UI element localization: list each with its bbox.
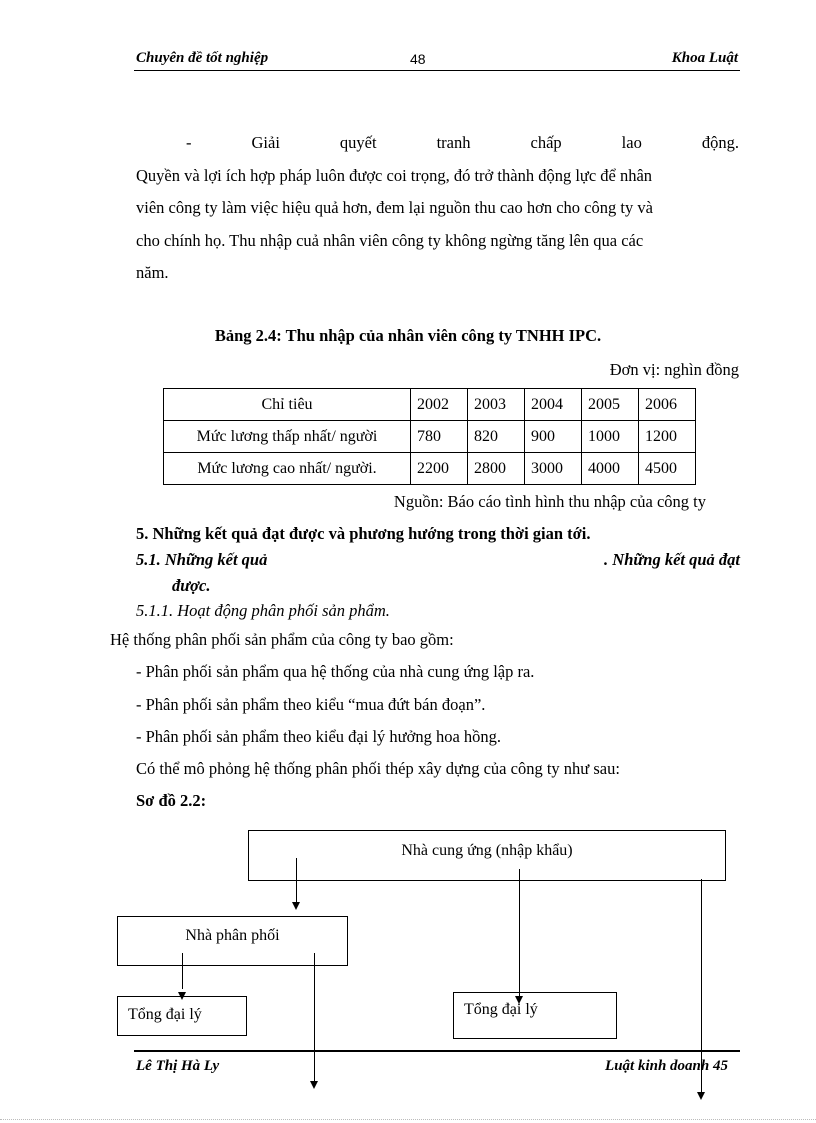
intro-line: Quyền và lợi ích hợp pháp luôn được coi trọng, đó trở thành động lực để nhân bbox=[136, 165, 653, 185]
table-header-cell: 2002 bbox=[411, 389, 468, 421]
page-bottom-dotted-line bbox=[0, 1119, 816, 1120]
intro-line: cho chính họ. Thu nhập cuả nhân viên công ty không ngừng tăng lên qua các bbox=[136, 230, 644, 250]
table-cell: Mức lương thấp nhất/ người bbox=[164, 421, 411, 453]
connector-supplier-agent-right bbox=[519, 869, 520, 1001]
intro-word: tranh bbox=[436, 133, 471, 152]
arrow-down-icon bbox=[515, 996, 523, 1004]
arrow-down-icon bbox=[697, 1092, 705, 1100]
table-row bbox=[164, 453, 696, 485]
subsection-heading: 5.1. Những kết quả bbox=[136, 550, 268, 569]
arrow-down-icon bbox=[310, 1081, 318, 1089]
intro-line: năm. bbox=[136, 263, 169, 282]
intro-word: Giải bbox=[251, 133, 280, 152]
footer-author: Lê Thị Hà Ly bbox=[136, 1058, 220, 1074]
table-caption: Bảng 2.4: Thu nhập của nhân viên công ty TNHH IPC. bbox=[214, 326, 602, 345]
subsection-heading-cont: được. bbox=[172, 576, 211, 595]
box-supplier: Nhà cung ứng (nhập khẩu) bbox=[248, 830, 726, 881]
table-header-row bbox=[164, 389, 696, 421]
table-cell: Mức lương cao nhất/ người. bbox=[164, 453, 411, 485]
table-cell: 2800 bbox=[468, 453, 525, 485]
intro-word: lao bbox=[621, 133, 642, 152]
section-heading: 5. Những kết quả đạt được và phương hướng trong thời gian tới. bbox=[136, 524, 591, 543]
income-table bbox=[163, 388, 696, 485]
list-intro: Hệ thống phân phối sản phẩm của công ty bao gồm: bbox=[110, 630, 454, 649]
footer-right: Luật kinh doanh 45 bbox=[605, 1058, 728, 1074]
table-cell: 820 bbox=[468, 421, 525, 453]
intro-word: chấp bbox=[530, 133, 562, 152]
table-header-cell: 2004 bbox=[525, 389, 582, 421]
connector-supplier-distributor bbox=[296, 858, 297, 907]
list-item: - Phân phối sản phẩm theo kiểu “mua đứt bán đoạn”. bbox=[136, 695, 486, 714]
footer-rule bbox=[134, 1050, 740, 1052]
table-source: Nguồn: Báo cáo tình hình thu nhập của công ty bbox=[393, 492, 706, 511]
intro-first-line bbox=[136, 127, 739, 160]
table-cell: 3000 bbox=[525, 453, 582, 485]
connector-distributor-down bbox=[314, 953, 315, 1081]
header-rule bbox=[134, 70, 740, 71]
intro-dash: - bbox=[186, 133, 192, 152]
intro-line: viên công ty làm việc hiệu quả hơn, đem lại nguồn thu cao hơn cho công ty và bbox=[136, 198, 653, 217]
intro-word: quyết bbox=[339, 133, 377, 152]
table-header-cell: Chỉ tiêu bbox=[164, 389, 411, 421]
table-unit: Đơn vị: nghìn đồng bbox=[609, 360, 739, 379]
intro-paragraph bbox=[136, 127, 739, 290]
table-cell: 780 bbox=[411, 421, 468, 453]
arrow-down-icon bbox=[178, 992, 186, 1000]
table-cell: 900 bbox=[525, 421, 582, 453]
table-cell: 4000 bbox=[582, 453, 639, 485]
table-cell: 1200 bbox=[639, 421, 696, 453]
diagram-label: Sơ đồ 2.2: bbox=[136, 791, 207, 810]
table-cell: 1000 bbox=[582, 421, 639, 453]
intro-word: động. bbox=[701, 133, 739, 152]
box-agent-right: Tổng đại lý bbox=[453, 992, 617, 1039]
box-agent-left: Tổng đại lý bbox=[117, 996, 247, 1036]
table-cell: 2200 bbox=[411, 453, 468, 485]
closing-sentence: Có thể mô phỏng hệ thống phân phối thép xây dựng của công ty như sau: bbox=[136, 759, 620, 778]
arrow-down-icon bbox=[292, 902, 300, 910]
table-header-cell: 2005 bbox=[582, 389, 639, 421]
subsubsection-heading: 5.1.1. Hoạt động phân phối sản phẩm. bbox=[136, 601, 390, 620]
header-title-right: Khoa Luật bbox=[671, 50, 738, 66]
connector-distributor-agent bbox=[182, 953, 183, 989]
table-header-cell: 2003 bbox=[468, 389, 525, 421]
box-distributor: Nhà phân phối bbox=[117, 916, 348, 966]
list-item: - Phân phối sản phẩm theo kiểu đại lý hưởng hoa hồng. bbox=[136, 727, 502, 746]
subsection-heading-right: . Những kết quả đạt bbox=[604, 550, 740, 569]
table-header-cell: 2006 bbox=[639, 389, 696, 421]
header-title-left: Chuyên đề tốt nghiệp bbox=[136, 50, 269, 66]
header-page-number: 48 bbox=[410, 51, 426, 67]
table-cell: 4500 bbox=[639, 453, 696, 485]
table-row bbox=[164, 421, 696, 453]
list-item: - Phân phối sản phẩm qua hệ thống của nhà cung ứng lập ra. bbox=[136, 662, 535, 681]
